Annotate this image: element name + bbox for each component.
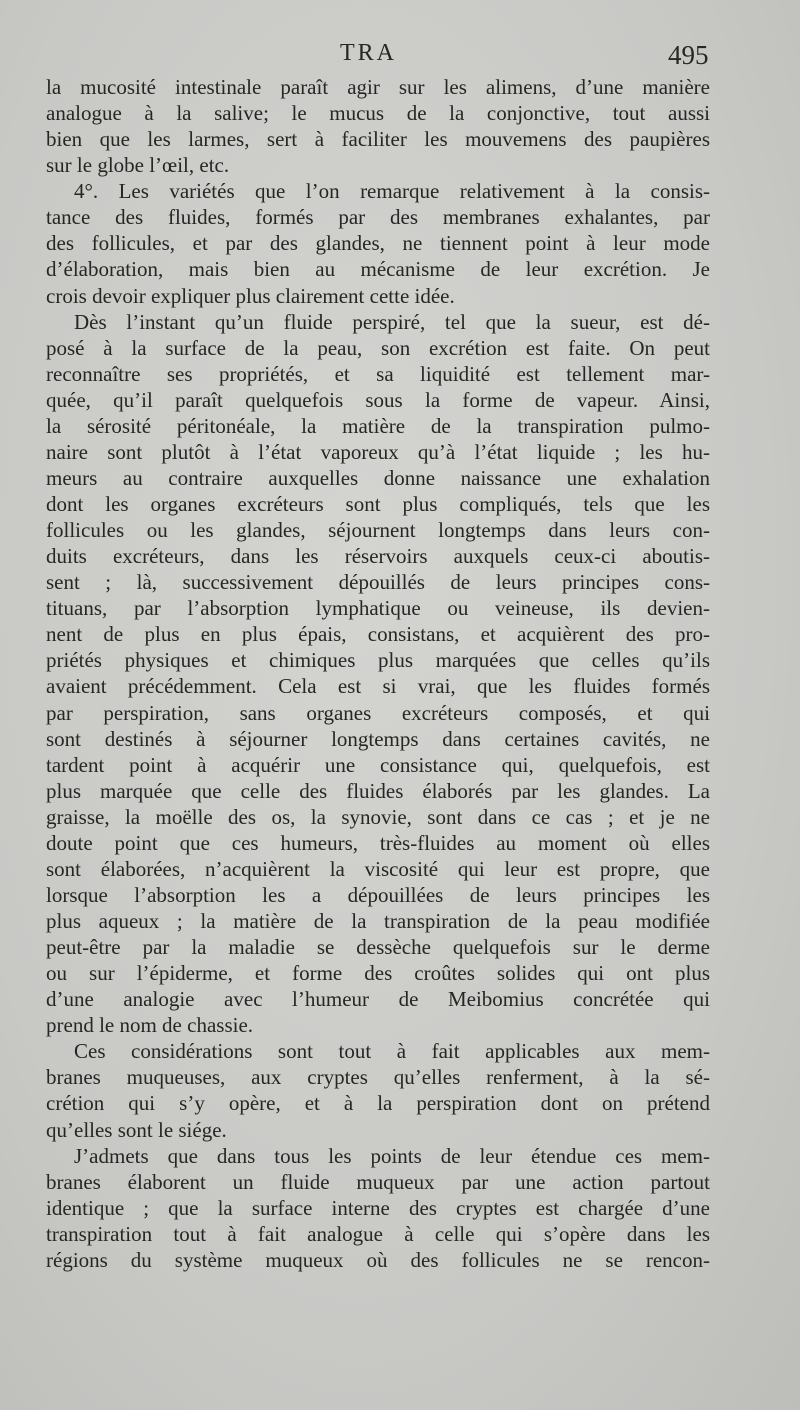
text-line: meurs au contraire auxquelles donne naissance une exhalation (46, 465, 710, 490)
text-line: branes muqueuses, aux cryptes qu’elles renferment, à la sé- (46, 1065, 710, 1090)
text-line: branes élaborent un fluide muqueux par une action partout (46, 1169, 710, 1194)
text-line: plus aqueux ; la matière de la transpiration de la peau modifiée (46, 909, 710, 933)
text-line: ou sur l’épiderme, et forme des croûtes solides qui ont plus (46, 961, 710, 986)
text-line: lorsque l’absorption les a dépouillées de leurs principes les (46, 882, 710, 907)
text-line: sont destinés à séjourner longtemps dans certaines cavités, ne (46, 726, 710, 751)
text-line: sont élaborées, n’acquièrent la viscosité qui leur est propre, que (46, 856, 710, 881)
text-line: avaient précédemment. Cela est si vrai, que les fluides formés (46, 674, 710, 699)
text-line: plus marquée que celle des fluides élaborés par les glandes. La (46, 778, 710, 803)
text-line: des follicules, et par des glandes, ne tiennent point à leur mode (46, 231, 710, 256)
text-line: tardent point à acquérir une consistance qui, quelquefois, est (46, 752, 710, 777)
text-line: d’une analogie avec l’humeur de Meibomius concrétée qui (46, 987, 710, 1012)
text-line: crois devoir expliquer plus clairement cette idée. (46, 283, 455, 308)
text-line: dont les organes excréteurs sont plus compliqués, tels que les (46, 492, 710, 516)
text-line: sur le globe l’œil, etc. (46, 153, 230, 178)
text-line: tance des fluides, formés par des membranes exhalantes, par (46, 205, 710, 230)
text-line: peut-être par la maladie se dessèche quelquefois sur le derme (46, 935, 710, 960)
page-header (0, 40, 800, 74)
text-line: priétés physiques et chimiques plus marquées que celles qu’ils (46, 648, 710, 673)
text-line: doute point que ces humeurs, très-fluides au moment où elles (46, 830, 710, 855)
text-line: régions du système muqueux où des follicules ne se rencon- (46, 1247, 710, 1272)
text-line: sent ; là, successivement dépouillés de leurs principes cons- (46, 570, 710, 595)
text-line: identique ; que la surface interne des cryptes est chargée d’une (46, 1195, 710, 1220)
text-line: crétion qui s’y opère, et à la perspiration dont on prétend (46, 1091, 710, 1116)
text-line: 4°. Les variétés que l’on remarque relativement à la consis- (74, 179, 710, 204)
text-line: quée, qu’il paraît quelquefois sous la forme de vapeur. Ainsi, (46, 387, 710, 412)
text-line: posé à la surface de la peau, son excrétion est faite. On peut (46, 335, 710, 360)
text-line: la mucosité intestinale paraît agir sur les alimens, d’une manière (46, 75, 710, 99)
text-line: naire sont plutôt à l’état vaporeux qu’à l’état liquide ; les hu- (46, 439, 710, 464)
text-line: tituans, par l’absorption lymphatique ou veineuse, ils devien- (46, 596, 710, 621)
text-line: transpiration tout à fait analogue à celle qui s’opère dans les (46, 1221, 710, 1246)
text-line: Ces considérations sont tout à fait applicables aux mem- (74, 1039, 710, 1064)
text-line: d’élaboration, mais bien au mécanisme de leur excrétion. Je (46, 257, 710, 282)
running-head: TRA (340, 40, 397, 66)
text-line: J’admets que dans tous les points de leur étendue ces mem- (74, 1143, 710, 1168)
text-line: follicules ou les glandes, séjournent longtemps dans leurs con- (46, 518, 710, 543)
text-line: qu’elles sont le siége. (46, 1117, 227, 1142)
text-line: graisse, la moëlle des os, la synovie, sont dans ce cas ; et je ne (46, 804, 710, 829)
text-line: nent de plus en plus épais, consistans, et acquièrent des pro- (46, 622, 710, 647)
text-line: prend le nom de chassie. (46, 1013, 254, 1038)
page-number: 495 (668, 40, 709, 70)
body-text (46, 74, 710, 1273)
text-line: reconnaître ses propriétés, et sa liquidité est tellement mar- (46, 361, 710, 386)
text-line: par perspiration, sans organes excréteurs composés, et qui (46, 700, 710, 725)
text-line: la sérosité péritonéale, la matière de la transpiration pulmo- (46, 413, 710, 438)
text-line: analogue à la salive; le mucus de la conjonctive, tout aussi (46, 101, 710, 126)
text-line: bien que les larmes, sert à faciliter les mouvemens des paupières (46, 127, 710, 152)
text-line: Dès l’instant qu’un fluide perspiré, tel que la sueur, est dé- (74, 309, 710, 334)
text-line: duits excréteurs, dans les réservoirs auxquels ceux-ci aboutis- (46, 544, 710, 569)
